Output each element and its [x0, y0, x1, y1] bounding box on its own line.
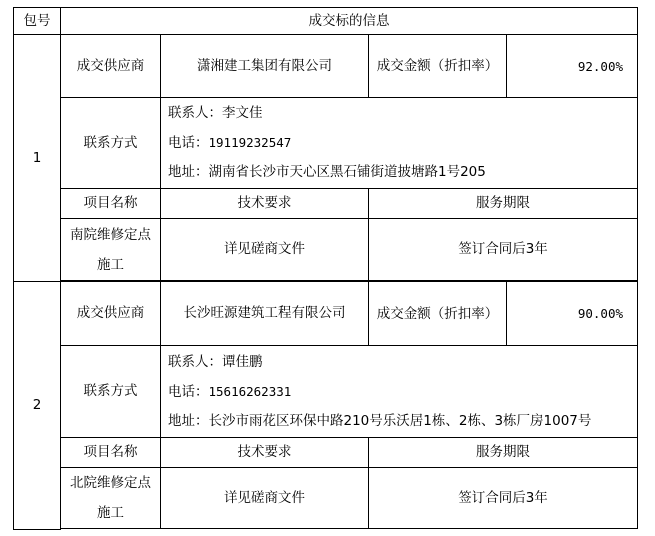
package-1-tech-req: 详见磋商文件 — [161, 219, 369, 281]
package-2-phone: 15616262331 — [208, 383, 292, 399]
package-1-supplier-row — [14, 35, 638, 98]
package-1-project-header-row — [14, 189, 638, 219]
package-2-address: 地址：长沙市雨花区环保中路210号乐沃居1栋、2栋、3栋厂房1007号 — [168, 412, 592, 429]
package-2-phone-line — [168, 377, 633, 407]
tech-req-label: 技术要求 — [161, 438, 369, 468]
package-2-supplier-row — [14, 282, 638, 346]
supplier-label: 成交供应商 — [61, 35, 161, 98]
tech-req-label: 技术要求 — [161, 189, 369, 219]
package-1-contact-person: 联系人：李文佳 — [168, 105, 263, 121]
info-title-header: 成交标的信息 — [61, 8, 638, 35]
package-1-contact-row — [14, 98, 638, 189]
package-1-phone: 19119232547 — [208, 135, 292, 150]
package-2-amount: 90.00% — [507, 282, 638, 346]
deal-info-table — [13, 7, 638, 530]
package-2-contact-row — [14, 346, 638, 438]
amount-label: 成交金额（折扣率） — [369, 282, 507, 346]
package-1-amount: 92.00% — [507, 35, 638, 98]
package-2-project-header-row — [14, 438, 638, 468]
package-1-address: 地址：湖南省长沙市天心区黑石铺街道披塘路1号205 — [168, 164, 486, 180]
package-2-service-period: 签订合同后3年 — [369, 468, 638, 529]
package-1-phone-line — [168, 128, 633, 158]
phone-label: 电话： — [168, 135, 209, 151]
package-2-contact — [161, 346, 638, 438]
package-2-contact-person: 联系人：谭佳鹏 — [168, 353, 263, 370]
project-name-label: 项目名称 — [61, 438, 161, 468]
service-period-label: 服务期限 — [369, 438, 638, 468]
project-name-label: 项目名称 — [61, 189, 161, 219]
header-row — [14, 8, 638, 35]
supplier-label: 成交供应商 — [61, 282, 161, 346]
package-1-service-period: 签订合同后3年 — [369, 219, 638, 281]
package-2-tech-req: 详见磋商文件 — [161, 468, 369, 529]
spacer-cell — [61, 529, 638, 530]
package-1-project-name: 南院维修定点施工 — [61, 219, 161, 281]
package-1-supplier: 潇湘建工集团有限公司 — [161, 35, 369, 98]
package-no-header: 包号 — [14, 8, 61, 35]
package-2-project-name: 北院维修定点施工 — [61, 468, 161, 529]
contact-label: 联系方式 — [61, 98, 161, 189]
contact-label: 联系方式 — [61, 346, 161, 438]
package-2-project-row — [14, 468, 638, 529]
service-period-label: 服务期限 — [369, 189, 638, 219]
package-1-project-row — [14, 219, 638, 281]
package-1-contact — [161, 98, 638, 189]
package-2-spacer — [14, 529, 638, 530]
phone-label: 电话： — [168, 383, 209, 400]
amount-label: 成交金额（折扣率） — [369, 35, 507, 98]
package-1-number: 1 — [14, 35, 61, 282]
deal-info-table-wrapper — [13, 7, 638, 530]
package-2-number: 2 — [14, 282, 61, 530]
package-2-supplier: 长沙旺源建筑工程有限公司 — [161, 282, 369, 346]
